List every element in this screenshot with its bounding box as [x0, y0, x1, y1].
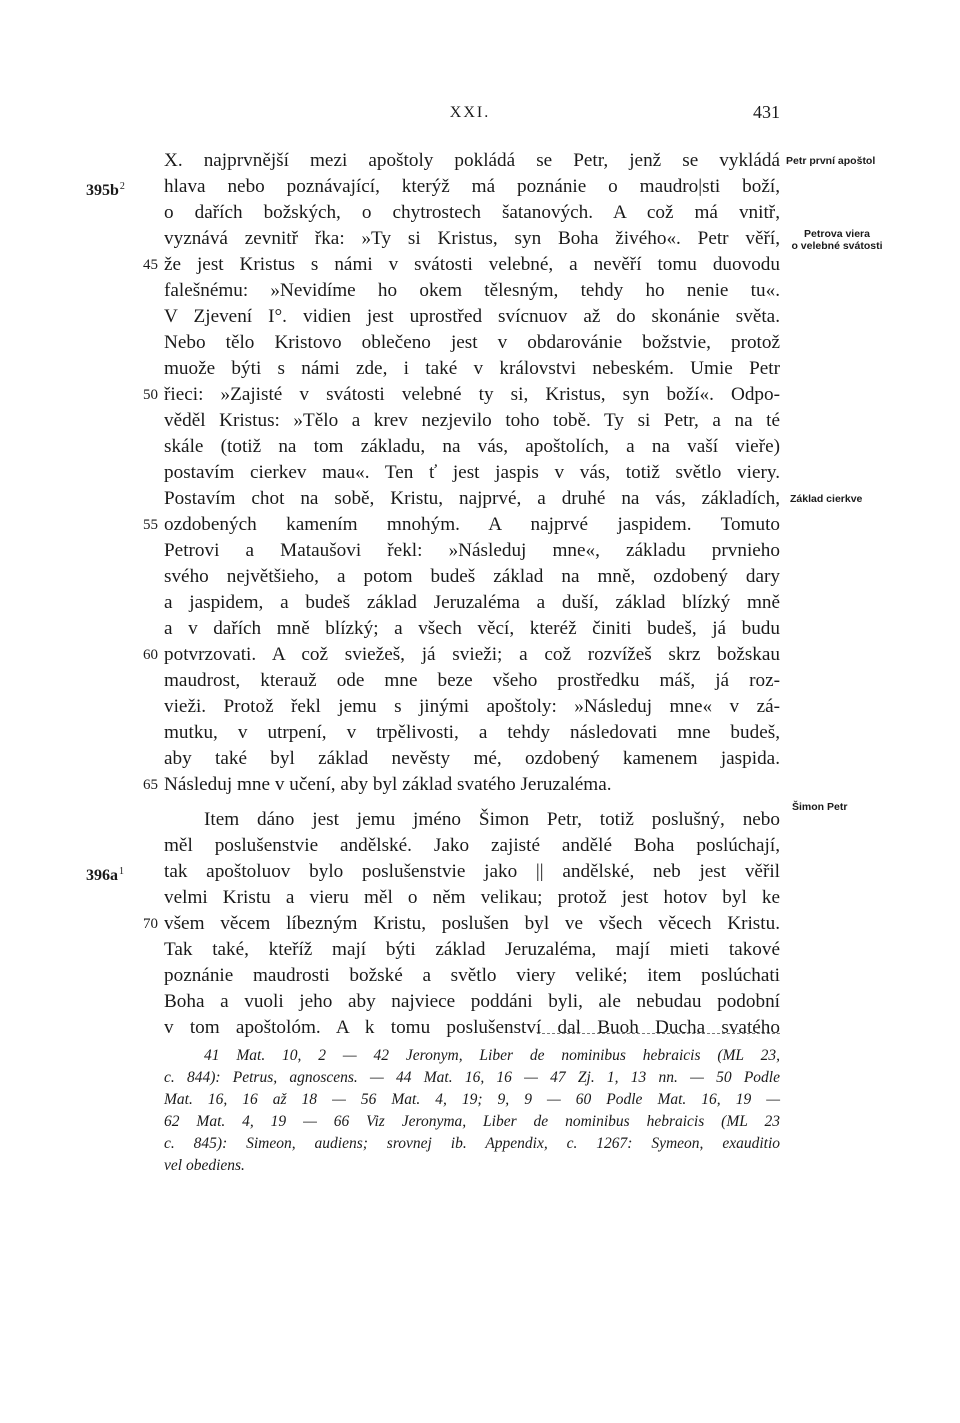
- margin-note: Petr první apoštol: [786, 155, 876, 167]
- text-line: potvrzovati. A což sviežeš, já svieži; a což rozvížeš skrz božskau: [164, 644, 780, 665]
- text-line: mutku, v utrpení, v trpělivosti, a tehdy následovati mne budeš,: [164, 722, 780, 743]
- text-line: vyznává zevnitř řka: »Ty si Kristus, syn Boha živého«. Petr věří,: [164, 228, 780, 249]
- text-line: všem věcem líbezným Kristu, poslušen byl ve všech věcech Kristu.: [164, 913, 780, 934]
- footnote-line: 62 Mat. 4, 19 — 66 Viz Jeronyma, Liber de nominibus hebraicis (ML 23: [164, 1113, 780, 1130]
- manuscript-folio-ref: $396a^1$: [86, 866, 124, 884]
- text-line: měl poslušenstvie andělské. Jako zajisté andělé Boha poslúchají,: [164, 835, 780, 856]
- text-line: a v dařích mně blízký; a všech věcí, kteréž činiti budeš, já budu: [164, 618, 780, 639]
- text-line: muože býti s námi zde, i také v královstvi nebeském. Umie Petr: [164, 358, 780, 379]
- margin-note: Petrova viera o velebné svátosti: [791, 228, 883, 252]
- footnote-separator: [537, 1033, 780, 1034]
- text-line: svého největšieho, a potom budeš základ na mně, ozdobený dary: [164, 566, 780, 587]
- margin-note: Základ cierkve: [790, 493, 863, 505]
- text-line: Item dáno jest jemu jméno Šimon Petr, totiž poslušný, nebo: [204, 809, 780, 830]
- text-line: poznánie maudrosti božské a světlo viery veliké; item poslúchati: [164, 965, 780, 986]
- margin-note: Šimon Petr: [792, 801, 848, 813]
- footnote-line: c. 844): Petrus, agnoscens. — 44 Mat. 16, 16 — 47 Zj. 1, 13 nn. — 50 Podle: [164, 1069, 780, 1086]
- text-line: věděl Kristus: »Tělo a krev nezjevilo toho tobě. Ty si Petr, a na té: [164, 410, 780, 431]
- text-line: hlava nebo poznávající, kterýž má poznánie o maudro|sti boží,: [164, 176, 780, 197]
- text-line: o dařích božských, o chytrostech šatanových. A což má vnitř,: [164, 202, 780, 223]
- text-line: velmi Kristu a vieru měl o něm velikau; protož jest hotov byl ke: [164, 887, 780, 908]
- text-line: v tom apoštolóm. A k tomu poslušenství dal Buoh Ducha svatého: [164, 1017, 780, 1038]
- text-line: tak apoštoluov bylo poslušenstvie jako || andělské, neb jest věřil: [164, 861, 780, 882]
- text-line: Petrovi a Mataušovi řekl: »Následuj mne«, základu prvnieho: [164, 540, 780, 561]
- text-line: Tak také, kteříž mají býti základ Jeruzaléma, mají mieti takové: [164, 939, 780, 960]
- footnote-line: 41 Mat. 10, 2 — 42 Jeronym, Liber de nominibus hebraicis (ML 23,: [204, 1047, 780, 1064]
- text-line: Nebo tělo Kristovo oblečeno jest v obdarovánie božstvie, protož: [164, 332, 780, 353]
- text-line: Následuj mne v učení, aby byl základ svatého Jeruzaléma.: [164, 774, 612, 795]
- footnote-line: c. 845): Simeon, audiens; srovnej ib. Appendix, c. 1267: Symeon, exauditio: [164, 1135, 780, 1152]
- text-line: Boha a vuoli jeho aby najviece poddáni byli, ale nebudau podobní: [164, 991, 780, 1012]
- footnote-line: vel obediens.: [164, 1157, 245, 1174]
- text-line: skále (totiž na tom základu, na vás, apoštolích, a na vaší vieře): [164, 436, 780, 457]
- line-number: 45: [143, 257, 158, 273]
- text-line: že jest Kristus s námi v svátosti velebné, a nevěří tomu duovodu: [164, 254, 780, 275]
- text-line: falešnému: »Nevidíme ho okem tělesným, tehdy ho nenie tu«.: [164, 280, 780, 301]
- manuscript-folio-ref: $395b^2$: [86, 181, 125, 199]
- text-line: řieci: »Zajisté v svátosti velebné ty si, Kristus, syn boží«. Odpo-: [164, 384, 780, 405]
- line-number: 70: [143, 916, 158, 932]
- running-head-chapter: XXI.: [449, 104, 491, 121]
- text-line: aby také byl základ nevěsty mé, ozdobený kamenem jaspida.: [164, 748, 780, 769]
- text-line: ozdobených kamením mnohým. A najprvé jaspidem. Tomuto: [164, 514, 780, 535]
- text-line: X. najprvnější mezi apoštoly pokládá se Petr, jenž se vykládá: [164, 150, 780, 171]
- footnote-line: Mat. 16, 16 až 18 — 56 Mat. 4, 19; 9, 9 — 60 Podle Mat. 16, 19 —: [164, 1091, 780, 1108]
- text-line: V Zjevení I°. vidien jest uprostřed svícnuov až do skonánie světa.: [164, 306, 780, 327]
- text-line: postavím cierkev mau«. Ten ť jest jaspis v vás, totiž světlo viery.: [164, 462, 780, 483]
- line-number: 50: [143, 387, 158, 403]
- line-number: 65: [143, 777, 158, 793]
- page-number: 431: [753, 102, 780, 122]
- text-line: vieži. Protož řekl jemu s jinými apoštoly: »Následuj mne« v zá-: [164, 696, 780, 717]
- line-number: 55: [143, 517, 158, 533]
- text-line: Postavím chot na sobě, Kristu, najprvé, a druhé na vás, základích,: [164, 488, 780, 509]
- text-line: maudrost, kterauž ode mne beze všeho prostředku máš, já roz-: [164, 670, 780, 691]
- line-number: 60: [143, 647, 158, 663]
- text-line: a jaspidem, a budeš základ Jeruzaléma a duší, základ blízký mně: [164, 592, 780, 613]
